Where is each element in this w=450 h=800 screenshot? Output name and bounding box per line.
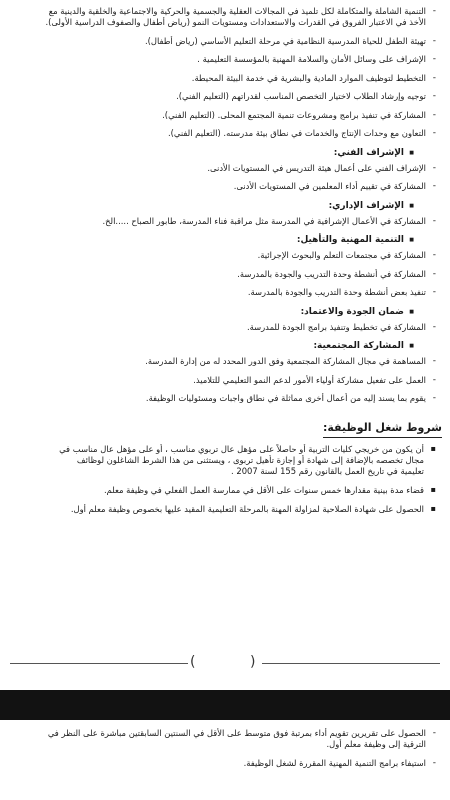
list-item [10,287,436,298]
item-text-line: - المشاركة في أنشطة وحدة التدريب والجودة بالمدرسة. [237,268,426,279]
intro-list [10,6,436,139]
list-item [10,485,436,496]
bracket-right-icon: ) [250,654,256,670]
conditions-list [10,444,436,515]
section-heading: ■ الإشراف الإداري: [10,200,414,212]
list-item [10,36,436,47]
item-text-line: - التعاون مع وحدات الإنتاج والخدمات في نطاق بيئة مدرسته. (التعليم الفني). [167,128,426,138]
list-item [10,444,436,477]
item-text-line: - الحصول على تقريرين تقويم أداء بمرتبة فوق متوسط على الأقل في السنتين السابقتين مباشرة على النظر في [47,728,426,738]
item-text-line: - توجيه وإرشاد الطلاب لاختيار التخصص المناسب لقدراتهم (التعليم الفني). [176,91,426,101]
item-text-line: تعليمية في تاريخ العمل بالقانون رقم 155 لسنة 2007 . [231,465,424,476]
item-text-line: - المشاركة في الأعمال الإشرافية في المدرسة مثل مراقبة فناء المدرسة، طابور الصباح .....الخ. [102,215,426,226]
list-item [10,322,436,333]
list-item [10,54,436,65]
item-text-line: الترقية إلى وظيفة معلم أول. [326,739,426,749]
item-text-line: - المشاركة في تنفيذ برامج ومشروعات تنمية المجتمع المحلى. (التعليم الفني). [162,109,426,120]
item-text-line: - الإشراف على وسائل الأمان والسلامة المهنية بالمؤسسة التعليمية . [197,54,426,64]
list-item [10,91,436,102]
item-text-line: - المساهمة في مجال المشاركة المجتمعية وفق الدور المحدد له من إدارة المدرسة. [145,356,426,366]
item-text-line: - تنفيذ بعض أنشطة وحدة التدريب والجودة بالمدرسة. [247,287,426,297]
item-text-line: مجال تخصصه بالإضافة إلى شهادة أو إجازة تأهيل تربوى ، ويستثنى من هذا الشرط الشاغلون لوظائف [76,454,424,465]
divider [262,663,440,664]
list-item [10,250,436,261]
item-text-line: - العمل على تفعيل مشاركة أولياء الأمور لدعم النمو التعليمي للتلاميذ. [193,374,426,385]
item-text-line: - التخطيط لتوظيف الموارد المادية والبشرية في خدمة البيئة المحيطة. [191,72,426,83]
list-item [10,504,436,515]
section-heading: ■ المشاركة المجتمعية: [10,340,414,352]
sections [10,147,436,405]
bracket-left-icon: ( [190,654,196,670]
item-text-line: - استيفاء برامج التنمية المهنية المقررة لشغل الوظيفة. [243,757,426,768]
page-separator [0,690,450,720]
list-item [10,6,436,28]
item-text-line: الأخذ في الاعتبار الفروق في القدرات والاستعدادات ومستويات النمو (رياض أطفال والصفوف الدراسية الأولى). [45,17,426,27]
item-text-line: - الإشراف الفني على أعمال هيئة التدريس في المستويات الأدنى. [207,162,426,173]
item-text-line: ▪ أن يكون من خريجي كليات التربية أو حاصلاً على مؤهل عال تربوي مناسب ، أو على مؤهل عال مناسب في [59,443,424,454]
list-item [10,375,436,386]
section-heading: ■ ضمان الجودة والاعتماد: [10,306,414,318]
list-item [10,181,436,192]
item-text-line: - المشاركة في تخطيط وتنفيذ برامج الجودة للمدرسة. [246,321,426,332]
list-item [10,216,436,227]
document-page-2 [0,720,450,800]
page2-list [10,728,436,769]
item-text-line: - التنمية الشاملة والمتكاملة لكل تلميذ في المجالات العقلية والجسمية والحركية والاجتماعية والخلقية والدينية مع [48,6,426,16]
item-text-line: - تهيئة الطفل للحياة المدرسية النظامية في مرحلة التعليم الأساسي (رياض أطفال). [144,35,426,46]
list-item [10,163,436,174]
section-heading: ■ الإشراف الفني: [10,147,414,159]
list-item [10,269,436,280]
list-item [10,110,436,121]
list-item [10,728,436,750]
conditions-title: شروط شغل الوظيفة: [323,420,442,438]
list-item [10,356,436,367]
divider [10,663,188,664]
list-item [10,758,436,769]
item-text-line: ▪ الحصول على شهادة الصلاحية لمزاولة المهنة بالمرحلة التعليمية المقيد عليها بخصوص وظيفة معلم أول. [70,503,424,514]
item-text-line: - يقوم بما يسند إليه من أعمال أخرى مماثلة في نطاق واجبات ومسئوليات الوظيفة. [145,393,426,403]
list-item [10,73,436,84]
list-item [10,393,436,404]
list-item [10,128,436,139]
section-heading: ■ التنمية المهنية والتأهيل: [10,234,414,246]
item-text-line: ▪ قضاء مدة بينية مقدارها خمس سنوات على الأقل في ممارسة العمل الفعلي في وظيفة معلم. [103,484,424,495]
item-text-line: - المشاركة في تقييم أداء المعلمين في المستويات الأدنى. [233,181,426,191]
page-footer-ornament [0,653,450,673]
item-text-line: - المشاركة في مجتمعات التعلم والبحوث الإجرائية. [257,250,426,260]
